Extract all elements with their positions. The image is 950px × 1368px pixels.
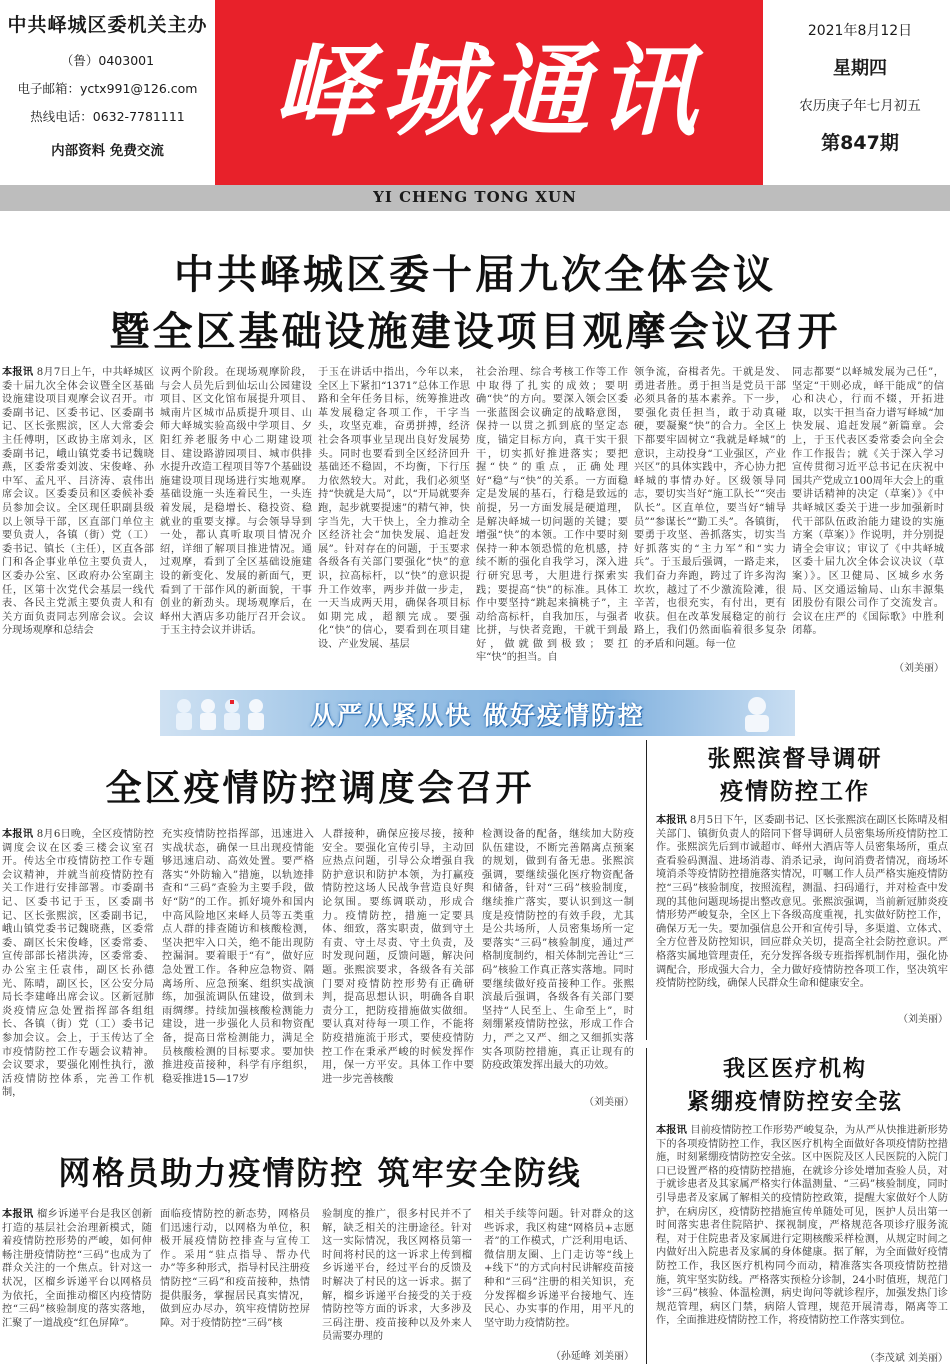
article3-signature: （刘美丽） [898,1014,948,1025]
article5-column-3 [322,1208,472,1360]
article3-body [656,814,948,1028]
internal-note: 内部资料 免费交流 [51,143,164,159]
article2-column-2 [162,828,314,1110]
masthead-info-right [770,0,950,185]
article5-headline: 网格员助力疫情防控 筑牢安全防线 [58,1154,582,1192]
masthead-info-left [0,0,215,185]
article2-signature: （刘美丽） [584,1097,634,1108]
article5-text-3: 验制度的推广，很多村民并不了解，缺乏相关的注册途径。针对这一实际情况，我区网格员第一时间将村民的这一诉求上传到榴乡诉递平台，经过平台的反馈及时解决了村民的这一诉求。据了解，榴乡诉递平台接受的关于疫情防控等方面的诉求，大多涉及三码注册、疫苗接种以及外来人员需要办理的 [322,1209,472,1343]
hotline: 热线电话：0632-7781111 [30,109,185,124]
article1-text-6: 同志都要“以峄城发展为己任”，坚定“干则必成，峄干能成”的信心和决心，行而不辍，开拓进取，以实干担当奋力谱写峄城“加快发展、追赶发展”新篇章。会上，于玉代表区委常委会向全会作工作报告；就《关于深入学习宣传贯彻习近平总书记在庆祝中国共产党成立100周年大会上的重要讲话精神的决定（草案）》《中共峄城区委关于进一步加强新时代干部队伍政治能力建设的实施方案（草案）》作说明，并分别提请全会审议；审议了《中共峄城区委十届九次全体会议决议（草案）》。区卫健局、区城乡水务局、区交通运输局、山东丰源集团股份有限公司作了交流发言。会议在庄严的《国际歌》中胜利闭幕。 [792,367,944,637]
article1-column-3 [318,366,470,676]
paper-name-block [215,0,763,185]
article1-column-4 [476,366,628,676]
article4-body [656,1124,948,1354]
article3-text: 8月5日下午，区委副书记、区长张熙滨在副区长陈晴及相关部门、镇街负责人的陪同下督导调研人员密集场所疫情防控工作。张熙滨先后到市诚超市、峄州大酒店等人员密集场所，重点查看验码测温、进场消毒、消杀记录，询问消费者情况，商场坏境消杀等疫情防控措施落实情况，叮嘱工作人员严格实施疫情防控“三码”核验制度，按照流程，测温、扫码通行，并对检查中发现的其他问题现场提出整改意见。张熙滨强调，当前新冠肺炎疫情形势严峻复杂，全区上下各级高度重视，扎实做好防控工作，确保万无一失。要加强信息公开和宣传引导，多渠道、立体式、全方位普及防控知识，回应群众关切，提高全社会防控意识。严格落实属地管理责任，充分发挥各级专班指挥机制作用，强化协调配合，形成强大合力，全力做好疫情防控各项工作，坚决筑牢疫情防控防线，确保人民群众生命和健康安全。 [656,815,948,990]
banner-text: 从严从紧从快 做好疫情防控 [310,701,645,730]
article1-text-2: 议两个阶段。在现场观摩阶段，与会人员先后到仙坛山公园建设项目、区文化馆布展提升项目、城南片区城市品质提升项目、山师大峄城实验高级中学项目、夕阳红养老服务中心二期建设项目、建设路游园项目、城市供排水提升改造工程项目等7个基础设施建设项目现场进行实地观摩。基础设施一头连着民生，一头连着发展，是稳增长、稳投资、稳就业的重要支撑。与会领导导到一处，都认真听取项目情况介绍，详细了解项目推进情况。通过观摩，看到了全区基础设施建设的新变化、发展的新面气，更看到了干部作风的新面貌，干事创业的新劲头。现场观摩后，在峄州大酒店多功能厅召开会议。于玉主持会议并讲话。 [160,367,312,637]
article2-text-4: 检测设备的配备，继续加大防疫队伍建设，不断完善隔离点预案的规划，做到有备无患。张熙滨强调，要继续强化医疗物资配备和储备，针对“三码”核验制度，继续推广落实，要认识到这一制度是疫情防控的有效手段，尤其是公共场所，人员密集场所一定要落实“三码”核验制度，通过严格制度制约，相关体制完善让“三码”核验工作真正落实落地。同时要继续做好疫苗接种工作。张熙滨最后强调，各级各有关部门要坚持“人民至上、生命至上”，时刻绷紧疫情防控弦，形成工作合力，严之又严、细之又细抓实落实各项防控措施，真正让现有的防疫政策发挥出最大的功效。 [482,829,634,1072]
article1-column-2 [160,366,312,676]
issue-date: 2021年8月12日 [807,23,913,39]
article3-headline-line1: 张熙滨督导调研 [707,745,883,772]
article3-lead: 本报讯 [656,814,687,826]
article1-headline-line1: 中共峄城区委十届九次全体会议 [174,252,776,298]
epidemic-banner [160,690,795,736]
article1-lead: 本报讯 [2,366,34,378]
article1-column-6 [792,366,944,662]
article1-text-4: 社会治理、综合考核工作等工作中取得了扎实的成效；要明确“快”的方向。要深入领会区委一张蓝图会议确定的战略意图，保持一以贯之抓到底的坚定态度，锚定目标方向，真干实干狠干，切实抓好推进落实；要把握“快”的重点，正确处理好“稳”与“快”的关系。一方面稳定是发展的基石，行稳是致远的前提，另一方面发展是硬道理，是解决峄城一切问题的关键；要增强“快”的本领。工作中要时刻保持一种本领恐慌的危机感，持续不断的强化自我学习，深入进行研究思考，大胆进行探索实践；要提高“快”的标准。具体工作中要坚持“跳起来摘桃子”，主动给高标杆，自我加压，与强者比拼，与快者竞跑，干就干到最好，做就做到极致；要扛牢“快”的担当。自 [476,367,628,664]
masthead [0,0,950,185]
article1-text-1: 8月7日上午，中共峄城区委十届九次全体会议暨全区基础设施建设项目观摩会议召开。市委副书记、区委书记、区委副书记、区长张熙滨，区人大常委会主任傅明，区政协主席刘永，区委副书记，峨山镇党委书记魏晓燕，区委常委刘波、宋俊峰、孙中军、孟凡平、吕济涛、袁伟出席会议。区委委员和区委候补委员参加会议。全区现任职副县级以上领导干部，区直部门单位主要负责人，各镇（街）党（工）委书记、镇长（主任），区直各部门和各企事业单位主要负责人，区委办公室、区政府办公室副主任，区第十次党代会基层一线代表、各民主党派主要负责人和有关方面负责同志列席会议。会议分现场观摩和总结会 [2,367,154,637]
article2-column-4 [482,828,634,1096]
article2-column-3 [322,828,474,1110]
article4-signature: （李茂斌 刘美丽） [864,1353,948,1364]
email: 电子邮箱：yctx991@126.com [17,81,198,96]
article1-text-5: 领争流，奋楫者先。干就是发、勇进者胜。勇于担当是党员干部必须具备的基本素养。下一步，要强化责任担当，敢于动真碰硬，要凝聚“快”的合力。全区上下都要牢固树立“我就是峄城”的意识，主动投身“工业强区，产业兴区”的具体实践中，齐心协力把峄城的事情办好。区级领导同志，要切实当好“施工队长”“突击队长”。区直单位，要当好“辅导员”“参谋长”“勤工头”。各镇街，要勇于攻坚、善抓落实，切实当好抓落实的“主力军”和“实力兵”。于玉最后强调，一路走来，我们奋力奔跑，跨过了许多沟沟坎坎，越过了不少激流险滩，很辛苦，也很充实，有付出，更有收获。但在改革发展稳定的前行路上，我们仍然面临着很多复杂的矛盾和问题。每一位 [634,367,786,650]
article3-headline-line2: 疫情防控工作 [720,778,870,805]
article2-text-1: 8月6日晚，全区疫情防控调度会议在区委三楼会议室召开。传达全市疫情防控工作专题会议精神，并就当前疫情防控有关工作进行安排部署。市委副书记、区委书记于玉，区委副书记、区长张熙滨，区委副书记，峨山镇党委书记魏晓燕，区委常委、副区长宋俊峰，区委常委、宣传部部长褚洪涛，区委常委、办公室主任袁伟，副区长孙德光、陈晴，副区长，区公安分局局长李建峰出席会议。区新冠肺炎疫情应急处置指挥部各组组长、各镇（街）党（工）委书记参加会议。会上，于玉传达了全市疫情防控工作专题会议精神。会议要求，要强化刚性执行，激活疫情防控体系，完善工作机制， [2,829,154,1099]
issue-number: 第847期 [821,132,899,154]
article2-column-1 [2,828,154,1110]
article2-text-3: 人群接种，确保应接尽接，接种安全。要强化宣传引导，主动回应热点问题，引导公众增强自我防护意识和防护本领，为打赢疫情防控这场人民战争营造良好舆论氛围。要练调联动，形成合力。疫情防控，措施一定要具体、细致，落实职责，做到守土有责、守土尽责、守土负责，及时发现问题，反馈问题，解决问题。张熙滨要求，各级各有关部门要对疫情防控形势有正确研判，提高思想认识，明确各自职责分工，把防疫措施做实做细。要认真对待每一项工作，不能将防疫措施流于形式，要使疫情防控工作在秉承严峻的时候发挥作用，保一方平安。具体工作中要进一步完善核酸 [322,829,474,1085]
article5-column-2 [160,1208,310,1360]
paper-name: 峄城通讯 [273,32,705,150]
article1-text-3: 于玉在讲话中指出，今年以来，全区上下紧扣“1371”总体工作思路和全年任务目标，统筹推进改革发展稳定各项工作，干字当头，攻坚克难，奋勇拼搏，经济社会各项事业呈现出良好发展势头。同时也要看到全区经济回升基础还不稳固，不均衡，下行压力依然较大。对此，我们必须坚持“快就是大局”，以“开局就要奔跑，起步就要提速”的精气神，快字当先，大干快上，全力推动全区经济社会“加快发展、追赶发展”。针对存在的问题，于玉要求各级各有关部门要强化“快”的意识，拉高标杆，以“快”的意识提升工作效率，两步并做一步走，一天当成两天用，确保各项目标如期完成，超额完成。要强化“快”的信心，要看到在项目建设、产业发展、基层 [318,367,470,650]
article2-headline: 全区疫情防控调度会召开 [105,768,535,809]
article4-text: 目前疫情防控工作形势严峻复杂，为从严从快推进新形势下的各项疫情防控工作，我区医疗机构全面做好各项疫情防控措施，时刻紧绷疫情防控安全弦。区中医院及区人民医院的入院门口已设置严格的疫情防控措施，在就诊分诊处增加查验人员，对于就诊患者及其家属严格实行体温测量、“三码”核验制度，同时引导患者及家属了解相关的疫情防控政策，提醒大家做好个人防护，在病房区，疫情防控措施宣传单随处可见，医护人员出第一时间落实患者住院陪护、探视制度，严格规范各项诊疗服务流程，对于住院患者及家属进行定期核酸采样检测，从规定时间之内做好出入院患者及家属的身体健康。据了解，为全面做好疫情防控工作，我区医疗机构同今而动，精准落实各项疫情防控措施，筑牢坚实防线。严格落实预检分诊制，24小时值班，规范门诊“三码”核验、体温检测，病史询问等就诊程序，加强发热门诊规范管理，病区门禁，病陪人管理，规范开展清毒，隔离等工作，全面推进疫情防控工作，将疫情防控工作落实到位。 [656,1125,948,1327]
license-number: （鲁）0403001 [60,53,155,68]
weekday: 星期四 [833,58,887,79]
article5-column-1 [2,1208,152,1360]
article2-lead: 本报讯 [2,828,34,840]
article2-text-2: 充实疫情防控指挥部，迅速进入实战状态，确保一旦出现疫情能够迅速启动、高效处置。要严格落实“外防输入”措施，以轨迹排查和“三码”查验为主要手段，做好“防”的工作。抓好境外和国内中高风险地区来峄人员等五类重点人群的排查随访和核酸检测，坚决把牢入口关，绝不能出现防控漏洞。要着眼于“有”，做好应急处置工作。各种应急物资、隔离场所、应急预案、组织实战演练，加强流调队伍建设，做到未雨绸缪。持续加强核酸检测能力建设，进一步强化人员和物资配备，提高日常检测能力，满足全员核酸检测的目标要求。要加快推进疫苗接种，科学有序组织，稳妥推进15—17岁 [162,829,314,1085]
article5-text-1: 榴乡诉递平台是我区创新打造的基层社会治理新模式，随着疫情防控形势的严峻，如何伸畅注册疫情防控“三码”也成为了群众关注的一个焦点。针对这一状况，区榴乡诉递平台以网格员为依托，全面推动榴区内疫情防控“三码”核验制度的落实落地，汇聚了一道战疫“红色屏障”。 [2,1209,152,1329]
article5-text-2: 面临疫情防控的新态势，网格员们迅速行动，以网格为单位，积极开展疫情防控排查与宣传工作。采用“驻点指导、帮办代办”等多种形式，指导村民注册疫情防控“三码”和疫苗接种，热情提供服务，掌握居民真实情况，做到应办尽办，筑牢疫情防控屏障。对于疫情防控“三码”核 [160,1209,310,1329]
article1-column-5 [634,366,786,676]
article4-headline-line2: 紧绷疫情防控安全弦 [686,1089,903,1115]
lunar-date: 农历庚子年七月初五 [799,98,921,114]
article1-signature: （刘美丽） [894,663,944,674]
pinyin-bar [0,185,950,211]
article4-headline-line1: 我区医疗机构 [722,1056,867,1082]
article5-lead: 本报讯 [2,1208,34,1220]
paper-pinyin: YI CHENG TONG XUN [373,188,577,206]
article1-column-1 [2,366,154,676]
article1-headline-line2: 暨全区基础设施建设项目观摩会议召开 [109,309,841,355]
article4-lead: 本报讯 [656,1124,687,1136]
article5-text-4: 相关手续等问题。针对群众的这些诉求，我区构建“网格员+志愿者”的工作模式，广泛利用电话、微信朋友圈、上门走访等“线上+线下”的方式向村民讲解疫苗接种和“三码”注册的相关知识，充分发挥榴乡诉递平台接地气、连民心、办实事的作用，用平凡的坚守助力疫情防控。 [484,1209,634,1329]
article5-column-4 [484,1208,634,1348]
doctor-icon [727,694,787,732]
organizer: 中共峄城区委机关主办 [7,14,208,36]
article5-signature: （孙延峰 刘美丽） [550,1351,634,1362]
